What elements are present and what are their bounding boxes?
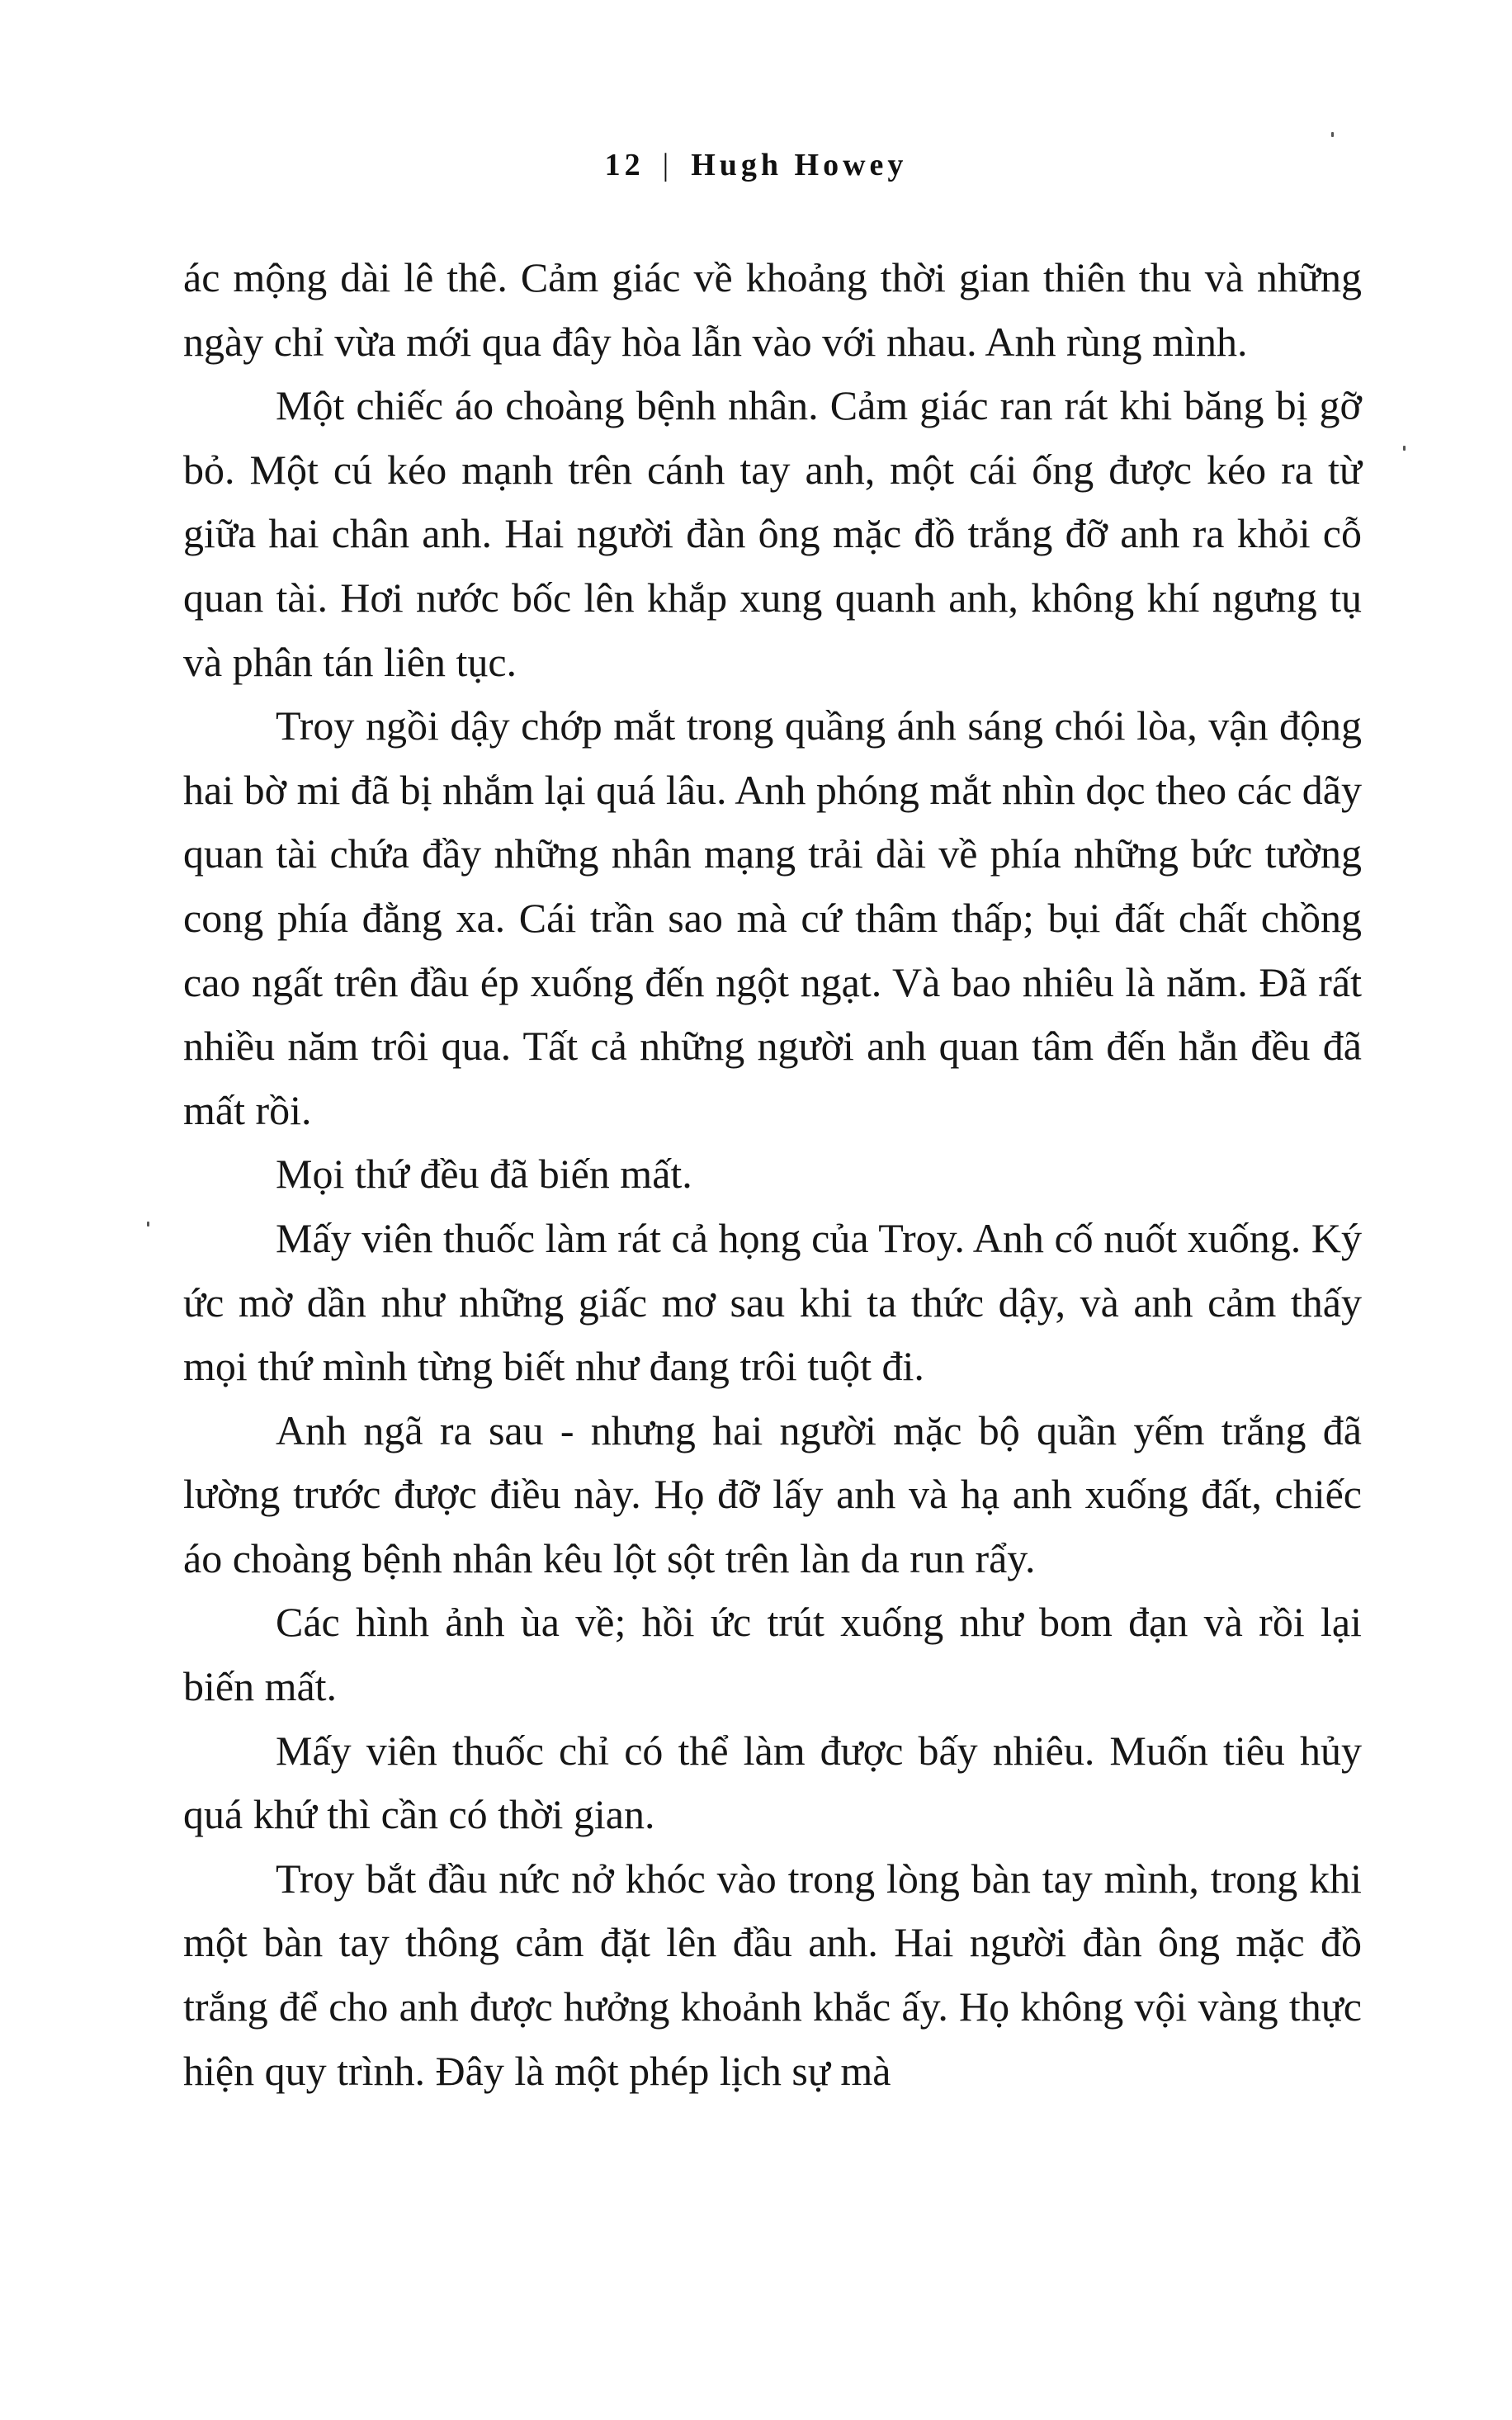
paragraph: Mấy viên thuốc chỉ có thể làm được bấy nhiêu. Muốn tiêu hủy quá khứ thì cần có thời gian.: [183, 1727, 1362, 1838]
body-text: [183, 246, 1362, 2103]
scan-speck: [147, 1222, 149, 1227]
paragraph: Một chiếc áo choàng bệnh nhân. Cảm giác ran rát khi băng bị gỡ bỏ. Một cú kéo mạnh trên cánh tay anh, một cái ống được kéo ra từ giữa hai chân anh. Hai người đàn ông mặc đồ trắng đỡ anh ra khỏi cỗ quan tài. Hơi nước bốc lên khắp xung quanh anh, không khí ngưng tụ và phân tán liên tục.: [183, 382, 1362, 685]
running-head: [0, 147, 1512, 183]
author-name: Hugh Howey: [691, 148, 908, 182]
paragraph: Troy ngồi dậy chớp mắt trong quầng ánh sáng chói lòa, vận động hai bờ mi đã bị nhắm lại quá lâu. Anh phóng mắt nhìn dọc theo các dãy quan tài chứa đầy những nhân mạng trải dài về phía những bức tường cong phía đằng xa. Cái trần sao mà cứ thâm thấp; bụi đất chất chồng cao ngất trên đầu ép xuống đến ngột ngạt. Và bao nhiêu là năm. Đã rất nhiều năm trôi qua. Tất cả những người anh quan tâm đến hẳn đều đã mất rồi.: [183, 702, 1362, 1133]
paragraph: Các hình ảnh ùa về; hồi ức trút xuống như bom đạn và rồi lại biến mất.: [183, 1599, 1362, 1710]
header-separator: |: [662, 148, 673, 182]
paragraph: ác mộng dài lê thê. Cảm giác về khoảng thời gian thiên thu và những ngày chỉ vừa mới qua đây hòa lẫn vào với nhau. Anh rùng mình.: [183, 254, 1362, 365]
paragraph: Anh ngã ra sau - nhưng hai người mặc bộ quần yếm trắng đã lường trước được điều này. Họ đỡ lấy anh và hạ anh xuống đất, chiếc áo choàng bệnh nhân kêu lột sột trên làn da run rẩy.: [183, 1406, 1362, 1581]
scan-speck: [1403, 446, 1406, 451]
paragraph: Troy bắt đầu nức nở khóc vào trong lòng bàn tay mình, trong khi một bàn tay thông cảm đặt lên đầu anh. Hai người đàn ông mặc đồ trắng để cho anh được hưởng khoảnh khắc ấy. Họ không vội vàng thực hiện quy trình. Đây là một phép lịch sự mà: [183, 1855, 1362, 2094]
paragraph: Mấy viên thuốc làm rát cả họng của Troy. Anh cố nuốt xuống. Ký ức mờ dần như những giấc mơ sau khi ta thức dậy, và anh cảm thấy mọi thứ mình từng biết như đang trôi tuột đi.: [183, 1214, 1362, 1390]
page-number: 12: [604, 148, 645, 182]
scan-speck: [1331, 132, 1334, 137]
paragraph: Mọi thứ đều đã biến mất.: [276, 1151, 692, 1198]
